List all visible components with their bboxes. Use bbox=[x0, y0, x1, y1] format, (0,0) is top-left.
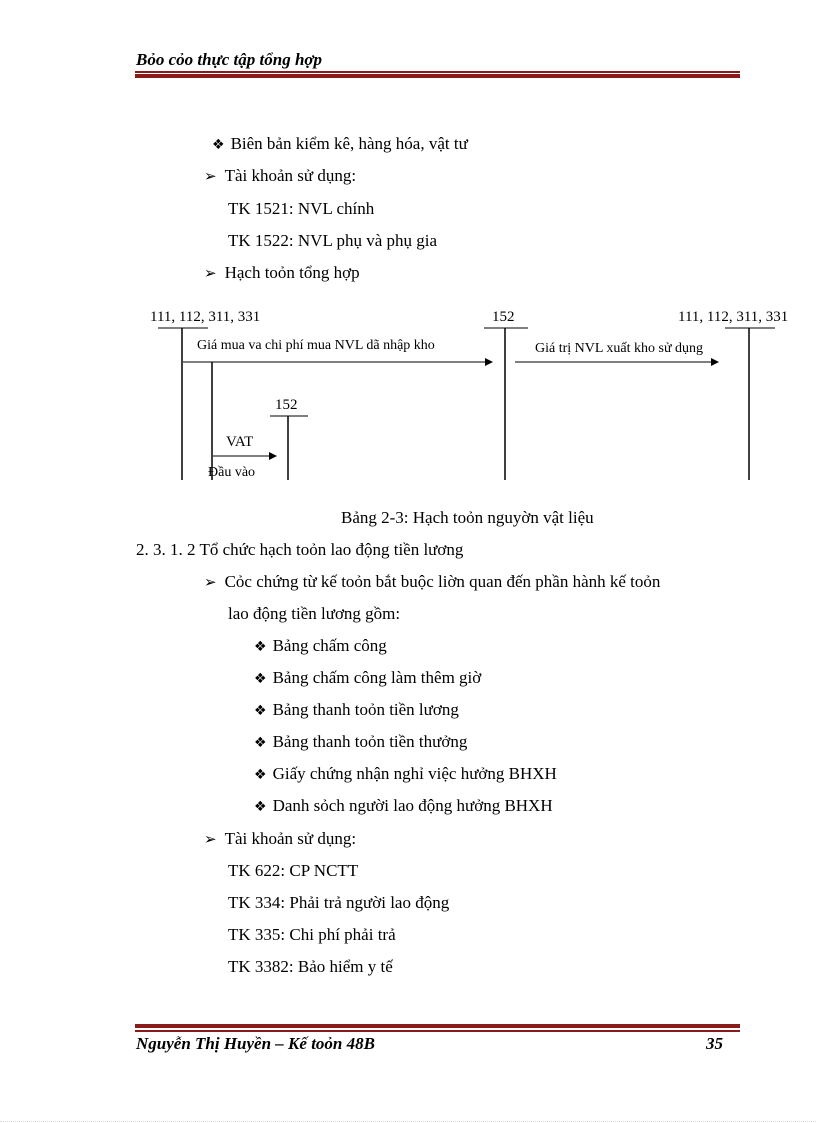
list-item: ➢ Tài khoản sử dụng: bbox=[204, 829, 357, 848]
diamond-bullet-icon: ❖ bbox=[254, 703, 267, 719]
footer-author: Nguyễn Thị Huyền – Kế toỏn 48B bbox=[136, 1034, 375, 1053]
account-line: TK 3382: Bảo hiểm y tế bbox=[228, 957, 393, 976]
header-rule-thick bbox=[135, 74, 740, 78]
diamond-bullet-icon: ❖ bbox=[212, 137, 225, 153]
account-label-right: 111, 112, 311, 331 bbox=[678, 309, 789, 325]
report-header-title: Bỏo cỏo thực tập tổng hợp bbox=[136, 50, 323, 69]
list-item: ➢ Hạch toỏn tổng hợp bbox=[204, 263, 360, 282]
account-line: TK 334: Phải trả người lao động bbox=[228, 893, 450, 912]
arrow-bullet-icon: ➢ bbox=[204, 264, 217, 282]
account-line: TK 622: CP NCTT bbox=[228, 861, 359, 880]
footer-rule-thin bbox=[135, 1030, 740, 1032]
account-line: TK 1521: NVL chính bbox=[228, 199, 375, 218]
arrow-bullet-icon: ➢ bbox=[204, 167, 217, 185]
account-line: TK 335: Chi phí phải trả bbox=[228, 925, 396, 944]
header-rule-thin bbox=[135, 71, 740, 73]
list-item-continuation: lao động tiền lương gồm: bbox=[228, 604, 401, 623]
diamond-bullet-icon: ❖ bbox=[254, 735, 267, 751]
account-label-left: 111, 112, 311, 331 bbox=[150, 309, 261, 325]
list-item: ❖ Bảng chấm công bbox=[254, 636, 387, 655]
account-line: TK 1522: NVL phụ và phụ gia bbox=[228, 231, 438, 250]
page-number: 35 bbox=[706, 1034, 723, 1053]
vat-sublabel: Đầu vào bbox=[208, 465, 256, 480]
footer-rule-thick bbox=[135, 1024, 740, 1028]
list-item: ➢ Cỏc chứng từ kế toỏn bắt buộc liờn quan đến phần hành kế toỏn bbox=[204, 572, 661, 591]
list-item: ❖ Giấy chứng nhận nghỉ việc hưởng BHXH bbox=[254, 764, 557, 783]
list-item: ❖ Bảng chấm công làm thêm giờ bbox=[254, 668, 482, 687]
diamond-bullet-icon: ❖ bbox=[254, 671, 267, 687]
arrow-bullet-icon: ➢ bbox=[204, 573, 217, 591]
list-item: ❖ Danh sỏch người lao động hưởng BHXH bbox=[254, 796, 553, 815]
account-label-small: 152 bbox=[275, 397, 298, 413]
diamond-bullet-icon: ❖ bbox=[254, 799, 267, 815]
page-bottom-divider bbox=[0, 1121, 816, 1122]
vat-label: VAT bbox=[226, 434, 254, 450]
list-item: ❖ Bảng thanh toỏn tiền lương bbox=[254, 700, 459, 719]
list-item: ❖ Biên bản kiểm kê, hàng hóa, vật tư bbox=[212, 134, 468, 153]
arrow-bullet-icon: ➢ bbox=[204, 830, 217, 848]
section-heading: 2. 3. 1. 2 Tổ chức hạch toỏn lao động tiền lương bbox=[136, 540, 464, 559]
list-item: ❖ Bảng thanh toỏn tiền thưởng bbox=[254, 732, 468, 751]
account-label-mid: 152 bbox=[492, 309, 515, 325]
flow-label-purchase: Giá mua va chi phí mua NVL dã nhập kho bbox=[197, 338, 435, 353]
t-account-diagram bbox=[0, 300, 816, 485]
diagram-caption: Bảng 2-3: Hạch toỏn nguyờn vật liệu bbox=[341, 508, 594, 527]
flow-label-issue: Giá trị NVL xuất kho sử dụng bbox=[535, 341, 704, 356]
diamond-bullet-icon: ❖ bbox=[254, 767, 267, 783]
list-item: ➢ Tài khoản sử dụng: bbox=[204, 166, 357, 185]
diamond-bullet-icon: ❖ bbox=[254, 639, 267, 655]
